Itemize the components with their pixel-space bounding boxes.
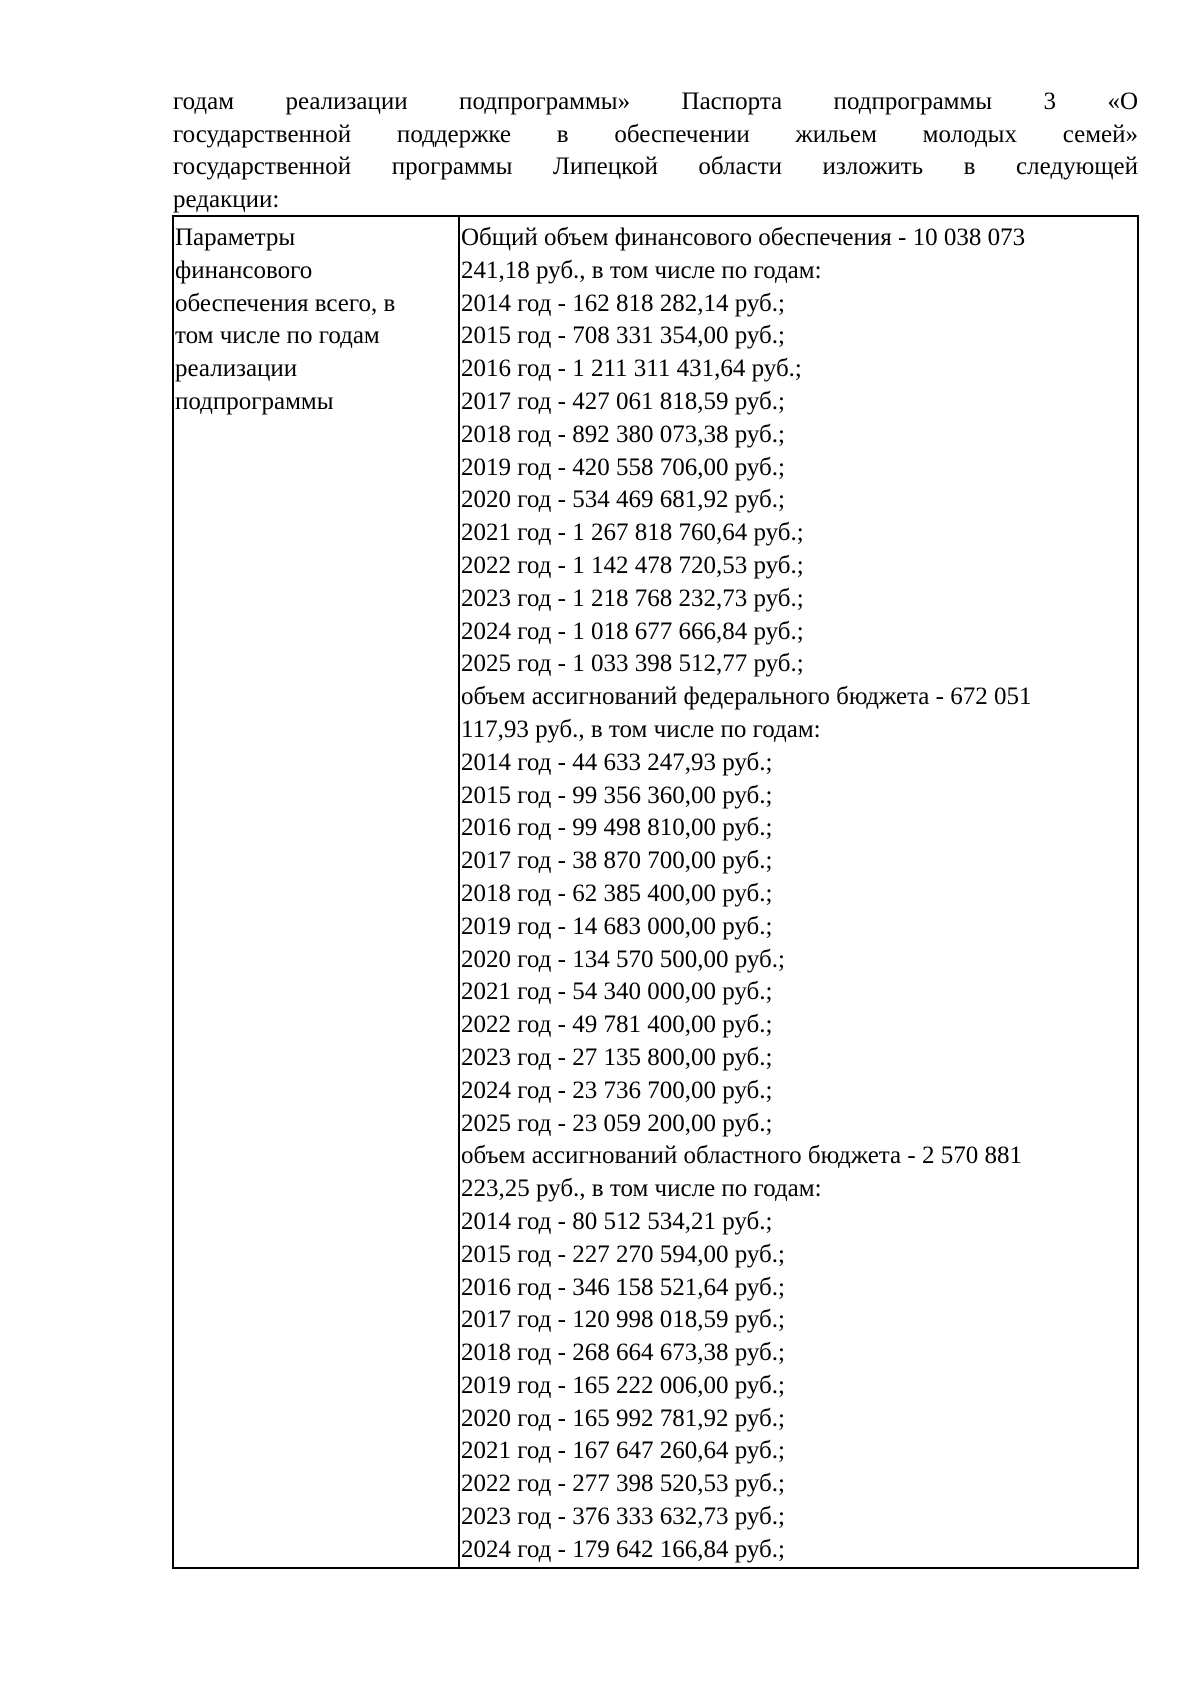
value-line: объем ассигнований федерального бюджета - 672 051 (461, 683, 1032, 711)
value-line: 2024 год - 1 018 677 666,84 руб.; (461, 617, 804, 645)
value-line: 2020 год - 134 570 500,00 руб.; (461, 945, 785, 973)
value-line: 241,18 руб., в том числе по годам: (461, 256, 822, 284)
value-line: 2018 год - 268 664 673,38 руб.; (461, 1339, 785, 1367)
value-line: 2017 год - 427 061 818,59 руб.; (461, 387, 785, 415)
value-line: 2016 год - 99 498 810,00 руб.; (461, 814, 773, 842)
intro-line: редакции: (173, 185, 280, 213)
financing-parameters-table (172, 215, 1139, 1569)
value-line: 2017 год - 38 870 700,00 руб.; (461, 847, 773, 875)
value-line: 2022 год - 49 781 400,00 руб.; (461, 1011, 773, 1039)
parameter-name-line: финансового (175, 256, 313, 284)
value-line: 2020 год - 165 992 781,92 руб.; (461, 1404, 785, 1432)
intro-line: государственной поддержке в обеспечении жильем молодых семей» (173, 120, 1138, 148)
value-line: 2019 год - 420 558 706,00 руб.; (461, 453, 785, 481)
value-line: 2025 год - 1 033 398 512,77 руб.; (461, 650, 804, 678)
value-line: 2014 год - 162 818 282,14 руб.; (461, 289, 785, 317)
value-line: 2023 год - 27 135 800,00 руб.; (461, 1043, 773, 1071)
parameter-name-line: реализации (175, 355, 298, 383)
value-line: 2016 год - 346 158 521,64 руб.; (461, 1273, 785, 1301)
value-line: 2016 год - 1 211 311 431,64 руб.; (461, 355, 802, 383)
intro-line: государственной программы Липецкой области изложить в следующей (173, 153, 1138, 180)
parameter-value-cell (459, 216, 1138, 1568)
value-line: 2014 год - 44 633 247,93 руб.; (461, 748, 773, 776)
table-row (173, 216, 1138, 1568)
value-line: объем ассигнований областного бюджета - 2 570 881 (461, 1142, 1022, 1170)
intro-paragraph (173, 86, 1138, 216)
parameter-name-line: Параметры (175, 224, 296, 251)
value-line: 2024 год - 179 642 166,84 руб.; (461, 1535, 785, 1563)
value-line: 2021 год - 54 340 000,00 руб.; (461, 978, 773, 1006)
value-line: 223,25 руб., в том числе по годам: (461, 1175, 822, 1203)
value-line: 2015 год - 708 331 354,00 руб.; (461, 322, 785, 350)
value-line: 2023 год - 1 218 768 232,73 руб.; (461, 584, 804, 612)
value-line: 2019 год - 165 222 006,00 руб.; (461, 1371, 785, 1399)
value-line: 2022 год - 277 398 520,53 руб.; (461, 1470, 785, 1498)
value-line: 2018 год - 62 385 400,00 руб.; (461, 879, 773, 907)
value-line: 2014 год - 80 512 534,21 руб.; (461, 1207, 773, 1235)
value-line: 2021 год - 167 647 260,64 руб.; (461, 1437, 785, 1465)
parameter-name-line: том числе по годам (175, 322, 380, 350)
value-line: 2017 год - 120 998 018,59 руб.; (461, 1306, 785, 1334)
value-line: 2021 год - 1 267 818 760,64 руб.; (461, 519, 804, 547)
intro-line: годам реализации подпрограммы» Паспорта подпрограммы 3 «О (173, 88, 1138, 115)
parameter-name-line: подпрограммы (175, 387, 334, 415)
value-line: 2018 год - 892 380 073,38 руб.; (461, 420, 785, 448)
value-line: 2022 год - 1 142 478 720,53 руб.; (461, 551, 804, 579)
parameter-name-cell (173, 216, 459, 1568)
value-line: 2019 год - 14 683 000,00 руб.; (461, 912, 773, 940)
value-line: 2015 год - 227 270 594,00 руб.; (461, 1240, 785, 1268)
value-line: 117,93 руб., в том числе по годам: (461, 715, 821, 743)
value-line: 2023 год - 376 333 632,73 руб.; (461, 1503, 785, 1531)
parameter-name-line: обеспечения всего, в (175, 289, 396, 317)
value-line: 2020 год - 534 469 681,92 руб.; (461, 486, 785, 514)
value-line: 2024 год - 23 736 700,00 руб.; (461, 1076, 773, 1104)
value-line: 2025 год - 23 059 200,00 руб.; (461, 1109, 773, 1137)
value-line: Общий объем финансового обеспечения - 10 038 073 (461, 224, 1026, 251)
value-line: 2015 год - 99 356 360,00 руб.; (461, 781, 773, 809)
